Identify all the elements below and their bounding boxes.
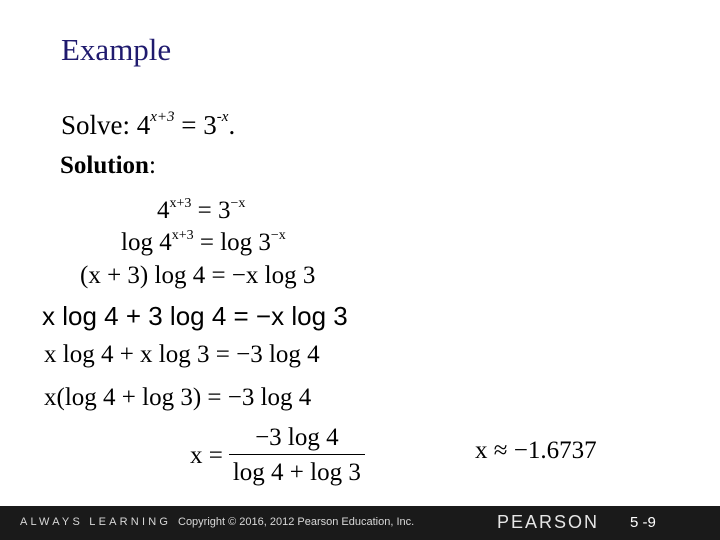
step-1-exponent-2: −x: [230, 195, 246, 211]
step-1-equation: [157, 197, 245, 225]
slide-title: Example: [61, 32, 172, 67]
pearson-logo: PEARSON: [497, 512, 600, 532]
step-7-lhs: x =: [190, 441, 223, 469]
step-2-rhs: = log 3: [193, 229, 271, 256]
footer-bar: [0, 506, 720, 540]
solution-label-colon: :: [148, 152, 156, 179]
fraction-numerator: −3 log 4: [255, 424, 339, 451]
page-number: 5 -9: [630, 514, 656, 531]
step-4-equation: [42, 301, 348, 332]
step-5-equation: x log 4 + x log 3 = −3 log 4: [44, 341, 320, 368]
problem-prefix: Solve: 4: [61, 110, 151, 140]
step-7-equation: [190, 424, 365, 487]
step-7-fraction: [229, 424, 365, 487]
step-2-exponent-2: −x: [270, 227, 286, 243]
problem-exponent-2: -x: [216, 109, 229, 125]
problem-suffix: .: [228, 110, 236, 140]
footer-tagline: ALWAYS LEARNING: [20, 516, 172, 528]
step-6-equation: x(log 4 + log 3) = −3 log 4: [44, 384, 312, 411]
solution-label-text: Solution: [60, 152, 149, 179]
step-2-exponent-1: x+3: [171, 227, 194, 243]
problem-middle: = 3: [174, 110, 217, 140]
approximate-answer: x ≈ −1.6737: [475, 437, 597, 464]
problem-exponent-1: x+3: [150, 109, 175, 125]
step-3-equation: (x + 3) log 4 = −x log 3: [80, 262, 316, 289]
step-1-base: 4: [157, 197, 170, 224]
fraction-denominator: log 4 + log 3: [229, 454, 365, 487]
step-4-text: x log 4 + 3 log 4 = −x log 3: [42, 301, 348, 331]
problem-statement: [61, 110, 235, 141]
step-2-equation: [121, 229, 286, 257]
step-1-exponent-1: x+3: [169, 195, 192, 211]
footer-copyright: Copyright © 2016, 2012 Pearson Education, Inc.: [178, 516, 415, 528]
solution-label: [60, 152, 156, 180]
step-1-rhs: = 3: [191, 197, 231, 224]
step-2-lhs: log 4: [121, 229, 172, 256]
